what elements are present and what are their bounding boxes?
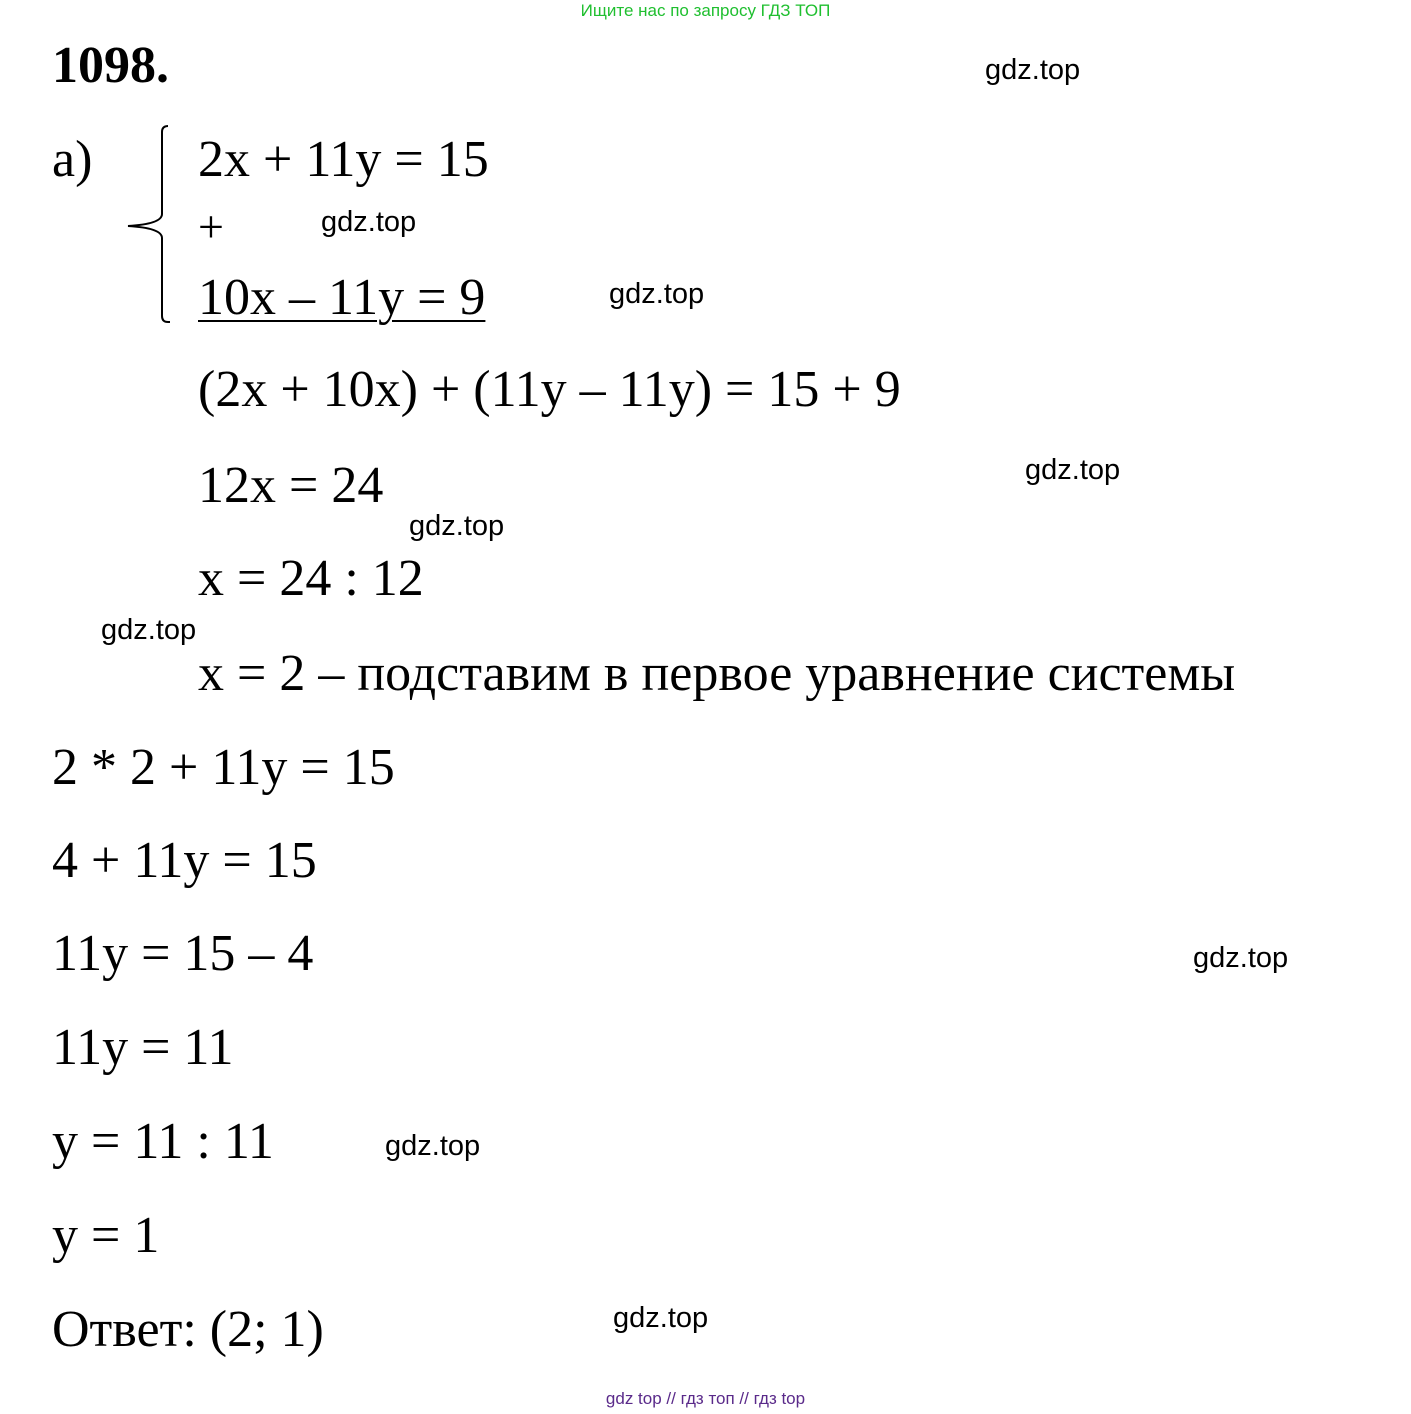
system-equation-1: 2x + 11y = 15 (198, 131, 489, 188)
sub-step-3: 11y = 15 – 4 (52, 925, 314, 982)
watermark: gdz.top (321, 206, 417, 238)
step-combined: (2x + 10x) + (11y – 11y) = 15 + 9 (198, 361, 901, 418)
sub-step-1: 2 * 2 + 11y = 15 (52, 739, 395, 796)
top-banner: Ищите нас по запросу ГДЗ ТОП (580, 1, 831, 20)
sub-step-2: 4 + 11y = 15 (52, 832, 317, 889)
system-equation-2: 10x – 11y = 9 (198, 269, 486, 326)
watermark: gdz.top (385, 1130, 481, 1162)
watermark: gdz.top (613, 1302, 709, 1334)
watermark: gdz.top (1193, 942, 1289, 974)
part-label: а) (52, 131, 93, 188)
watermark: gdz.top (609, 278, 705, 310)
answer: Ответ: (2; 1) (52, 1301, 324, 1358)
system-plus-sign: + (198, 201, 224, 252)
bottom-banner: gdz top // гдз топ // гдз top (605, 1389, 806, 1408)
watermark: gdz.top (409, 510, 505, 542)
system-brace-icon (120, 122, 170, 328)
sub-step-4: 11y = 11 (52, 1019, 234, 1076)
sub-step-6: y = 1 (52, 1207, 160, 1264)
watermark: gdz.top (985, 54, 1081, 86)
sub-step-5: y = 11 : 11 (52, 1113, 274, 1170)
watermark: gdz.top (101, 614, 197, 646)
watermark: gdz.top (1025, 454, 1121, 486)
step-x-value: x = 2 – подставим в первое уравнение системы (198, 645, 1236, 702)
problem-number: 1098. (52, 37, 169, 94)
step-x-division: x = 24 : 12 (198, 550, 424, 607)
step-12x: 12x = 24 (198, 457, 384, 514)
